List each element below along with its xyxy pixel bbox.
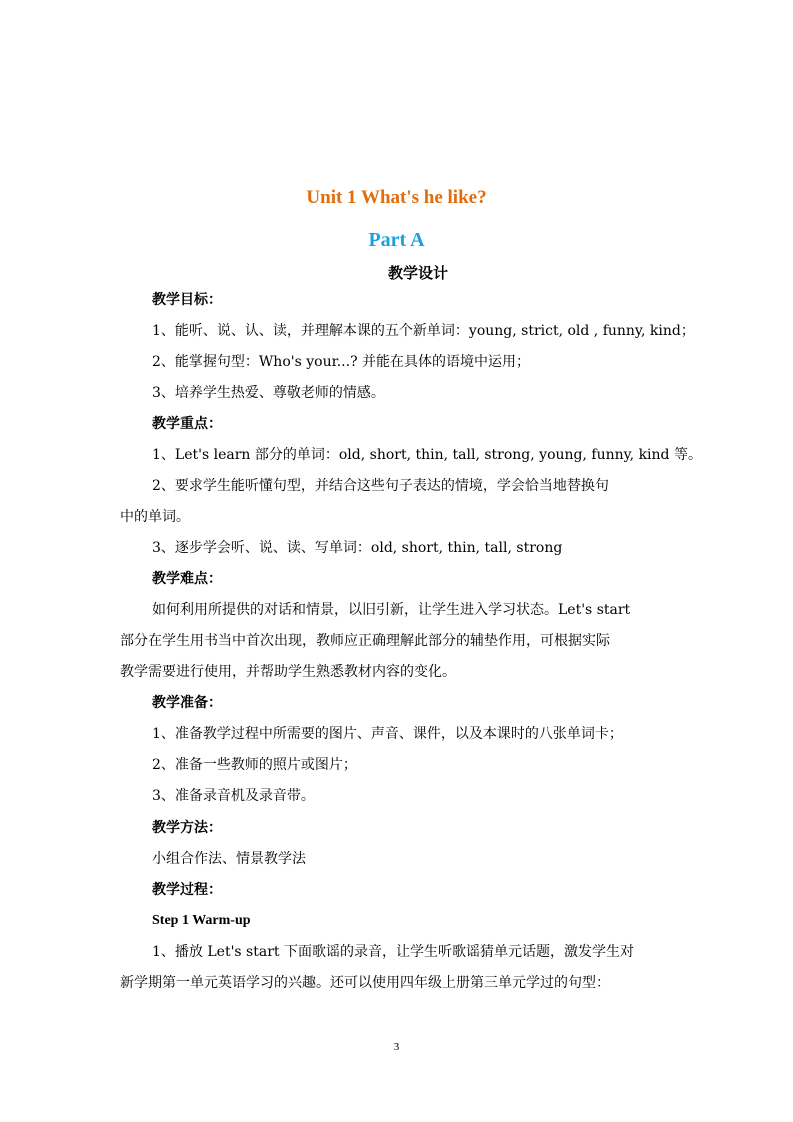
unit-title: Unit 1 What's he like? bbox=[306, 187, 487, 208]
methods-heading: 教学方法： bbox=[152, 820, 222, 836]
preparation-item-3: 3、准备录音机及录音带。 bbox=[152, 788, 315, 804]
key-point-item-3: 3、逐步学会听、说、读、写单词：old, short, thin, tall, strong bbox=[152, 540, 563, 556]
preparation-item-1: 1、准备教学过程中所需要的图片、声音、课件，以及本课时的八张单词卡； bbox=[152, 726, 623, 742]
key-point-item-2-cont: 中的单词。 bbox=[120, 509, 190, 525]
objective-item-3: 3、培养学生热爱、尊敬老师的情感。 bbox=[152, 385, 385, 401]
methods-text: 小组合作法、情景教学法 bbox=[152, 851, 306, 867]
objectives-heading: 教学目标： bbox=[152, 292, 222, 308]
difficulties-line-1: 如何利用所提供的对话和情景，以旧引新，让学生进入学习状态。Let's start bbox=[152, 602, 631, 618]
process-heading: 教学过程： bbox=[152, 882, 222, 898]
step1-line-1: 1、播放 Let's start 下面歌谣的录音，让学生听歌谣猜单元话题，激发学生对 bbox=[152, 944, 634, 960]
preparation-heading: 教学准备： bbox=[152, 695, 222, 711]
key-point-item-2: 2、要求学生能听懂句型，并结合这些句子表达的情境，学会恰当地替换句 bbox=[152, 478, 609, 494]
document-heading: 教学设计 bbox=[387, 264, 448, 282]
step1-title: Step 1 Warm-up bbox=[152, 913, 251, 928]
part-title: Part A bbox=[368, 229, 425, 251]
step1-line-2: 新学期第一单元英语学习的兴趣。还可以使用四年级上册第三单元学过的句型： bbox=[120, 975, 610, 991]
difficulties-line-3: 教学需要进行使用，并帮助学生熟悉教材内容的变化。 bbox=[120, 664, 456, 680]
page-number: 3 bbox=[393, 1041, 400, 1053]
difficulties-heading: 教学难点： bbox=[152, 571, 222, 587]
key-point-item-1: 1、Let's learn 部分的单词：old, short, thin, tall, strong, young, funny, kind 等。 bbox=[152, 447, 702, 463]
difficulties-line-2: 部分在学生用书当中首次出现，教师应正确理解此部分的辅垫作用，可根据实际 bbox=[120, 633, 610, 649]
key-points-heading: 教学重点： bbox=[152, 416, 222, 432]
objective-item-2: 2、能掌握句型：Who's your...? 并能在具体的语境中运用； bbox=[152, 354, 531, 370]
objective-item-1: 1、能听、说、认、读，并理解本课的五个新单词：young, strict, old , funny, kind； bbox=[152, 323, 695, 339]
preparation-item-2: 2、准备一些教师的照片或图片； bbox=[152, 757, 357, 773]
